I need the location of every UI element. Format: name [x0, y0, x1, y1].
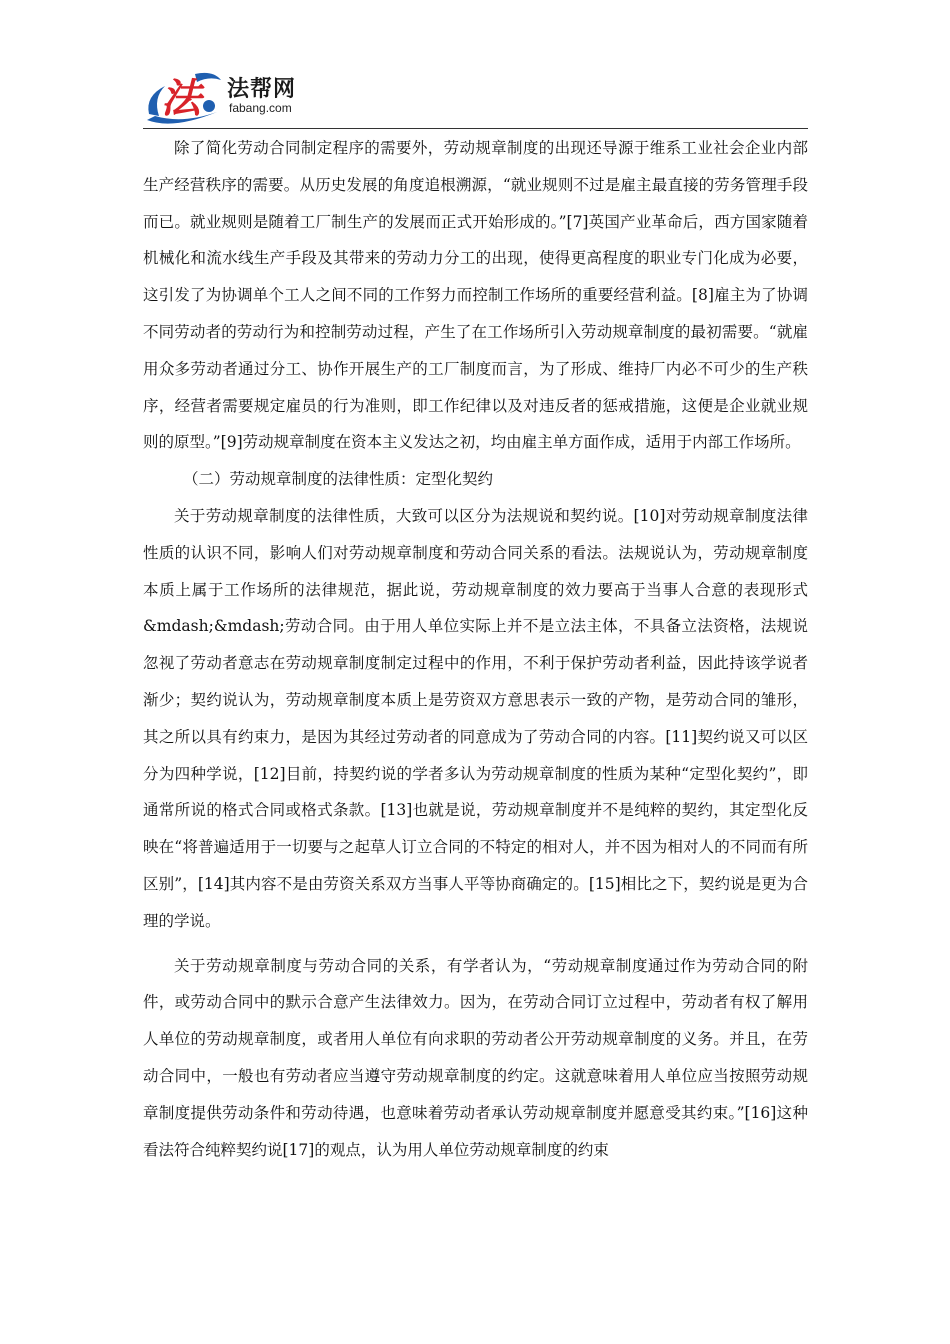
- site-name-cn: 法帮网: [227, 77, 297, 102]
- site-domain: fabang.com: [229, 101, 292, 115]
- paragraph-relationship: 关于劳动规章制度与劳动合同的关系，有学者认为，“劳动规章制度通过作为劳动合同的附件，或劳动合同中的默示合意产生法律效力。因为，在劳动合同订立过程中，劳动者有权了解用人单位的劳动规章制度，或者用人单位有向求职的劳动者公开劳动规章制度的义务。并且，在劳动合同中，一般也有劳动者应当遵守劳动规章制度的约定。这就意味着用人单位应当按照劳动规章制度提供劳动条件和劳动待遇，也意味着劳动者承认劳动规章制度并愿意受其约束。”[16]这种看法符合纯粹契约说[17]的观点，认为用人单位劳动规章制度的约束: [143, 956, 808, 1159]
- page-header: [143, 62, 808, 130]
- fabang-logo-icon: [143, 66, 223, 128]
- paragraph-legal-nature: 关于劳动规章制度的法律性质，大致可以区分为法规说和契约说。[10]对劳动规章制度法律性质的认识不同，影响人们对劳动规章制度和劳动合同关系的看法。法规说认为，劳动规章制度本质上属于工作场所的法律规范，据此说，劳动规章制度的效力要高于当事人合意的表现形式&mdash;&mdash;劳动合同。由于用人单位实际上并不是立法主体，不具备立法资格，法规说忽视了劳动者意志在劳动规章制度制定过程中的作用，不利于保护劳动者利益，因此持该学说者渐少；契约说认为，劳动规章制度本质上是劳资双方意思表示一致的产物，是劳动合同的雏形，其之所以具有约束力，是因为其经过劳动者的同意成为了劳动合同的内容。[11]契约说又可以区分为四种学说，[12]目前，持契约说的学者多认为劳动规章制度的性质为某种“定型化契约”，即通常所说的格式合同或格式条款。[13]也就是说，劳动规章制度并不是纯粹的契约，其定型化反映在“将普遍适用于一切要与之起草人订立合同的不特定的相对人，并不因为相对人的不同而有所区别”，[14]其内容不是由劳资关系双方当事人平等协商确定的。[15]相比之下，契约说是更为合理的学说。: [143, 506, 808, 930]
- header-divider: [143, 128, 808, 129]
- paragraph-origin: 除了简化劳动合同制定程序的需要外，劳动规章制度的出现还导源于维系工业社会企业内部生产经营秩序的需要。从历史发展的角度追根溯源，“就业规则不过是雇主最直接的劳务管理手段而已。就业规则是随着工厂制生产的发展而正式开始形成的。”[7]英国产业革命后，西方国家随着机械化和流水线生产手段及其带来的劳动力分工的出现，使得更高程度的职业专门化成为必要，这引发了为协调单个工人之间不同的工作努力而控制工作场所的重要经营利益。[8]雇主为了协调不同劳动者的劳动行为和控制劳动过程，产生了在工作场所引入劳动规章制度的最初需要。“就雇用众多劳动者通过分工、协作开展生产的工厂制度而言，为了形成、维持厂内必不可少的生产秩序，经营者需要规定雇员的行为准则，即工作纪律以及对违反者的惩戒措施，这便是企业就业规则的原型。”[9]劳动规章制度在资本主义发达之初，均由雇主单方面作成，适用于内部工作场所。: [143, 139, 808, 452]
- document-body: [143, 130, 808, 1168]
- svg-text:法: 法: [161, 75, 201, 122]
- section-subheading: （二）劳动规章制度的法律性质：定型化契约: [183, 470, 494, 489]
